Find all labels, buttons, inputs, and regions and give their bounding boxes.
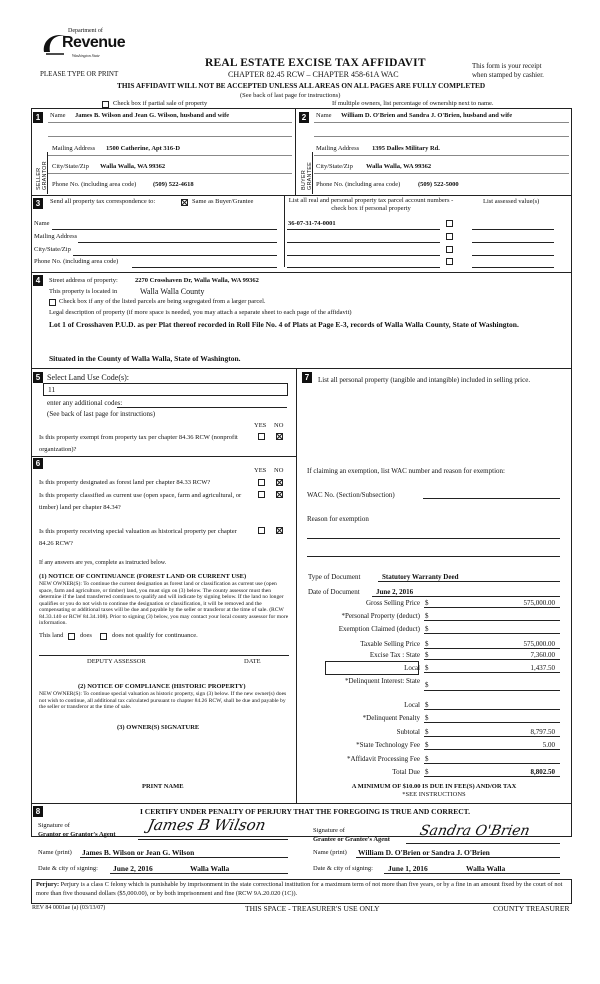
grantee-name-print[interactable]: William D. O'Brien or Sandra J. O'Brien: [358, 848, 490, 857]
multiple-owners-note: If multiple owners, list percentage of ownership next to name.: [332, 100, 494, 107]
doc-date-label: Date of Document: [308, 588, 360, 596]
see-back-header: (See back of last page for instructions): [240, 92, 341, 99]
buyer-name[interactable]: William D. O'Brien and Sandra J. O'Brien, husband and wife: [341, 112, 513, 119]
treasurer-use-only: THIS SPACE - TREASURER'S USE ONLY: [245, 904, 380, 913]
receipt-note-1: This form is your receipt: [472, 62, 542, 70]
receipt-note-2: when stamped by cashier.: [472, 71, 544, 79]
s3-phone-label: Phone No. (including area code): [34, 258, 119, 265]
section-8-badge: 8: [33, 806, 43, 817]
tax-row-currency: $: [425, 755, 429, 763]
tax-row-value[interactable]: 1,437.50: [530, 664, 555, 672]
historic-question: Is this property receiving special valuation as historical property per chapter 84.26 RCW?: [39, 528, 237, 547]
seller-city-label: City/State/Zip: [52, 163, 89, 170]
situated-text: Situated in the County of Walla Walla, State of Washington.: [49, 354, 241, 363]
grantee-sig-label-2: Grantee or Grantee's Agent: [313, 836, 390, 843]
form-number: REV 84 0001ae (a) (03/13/07): [32, 905, 106, 911]
tax-row-label: Local: [404, 701, 420, 709]
grantor-sig-label-2: Grantor or Grantor's Agent: [38, 831, 116, 838]
doc-type-label: Type of Document: [308, 573, 361, 581]
grantee-sig-label: Signature of: [313, 827, 345, 834]
s3-name-label: Name: [34, 220, 50, 227]
notice-continuance-title: (1) NOTICE OF CONTINUANCE (FOREST LAND OR CURRENT USE): [39, 573, 247, 580]
exemption-reason-label: Reason for exemption: [307, 515, 369, 523]
same-as-buyer-label: Same as Buyer/Grantee: [192, 198, 254, 205]
additional-codes-label: enter any additional codes:: [47, 399, 123, 407]
wac-no-label: WAC No. (Section/Subsection): [307, 491, 395, 499]
section-4-badge: 4: [33, 275, 43, 286]
tax-row-value[interactable]: 8,797.50: [530, 728, 555, 736]
tax-row-label: *Delinquent Interest: State: [344, 677, 420, 685]
grantee-date-city-label: Date & city of signing:: [313, 865, 373, 872]
does-not-qualify-checkbox[interactable]: [100, 633, 107, 640]
tax-row-value[interactable]: 7,360.00: [530, 651, 555, 659]
forest-no-checkbox[interactable]: [276, 479, 283, 486]
tax-row-value[interactable]: 8,802.50: [530, 768, 555, 776]
buyer-side-label: BUYER GRANTEE: [301, 162, 313, 190]
personal-property-label: List all personal property (tangible and intangible) included in selling price.: [318, 376, 531, 384]
print-name-label: PRINT NAME: [142, 783, 184, 790]
perjury-text: Perjury is a class C felony which is punishable by imprisonment in the state correctional institution for a maximum term of not more than five years, or by a fine in an amount fixed by the court of not more than five thousand dollars ($5,000.00), or by both imprisonment and fine (RCW 9A.20.020 (1C)).: [36, 881, 563, 897]
same-as-buyer-checkbox[interactable]: [181, 199, 188, 206]
parcel-1-personal-checkbox[interactable]: [446, 220, 453, 227]
see-back-s5: (See back of last page for instructions): [47, 410, 156, 418]
please-type-text: PLEASE TYPE OR PRINT: [40, 70, 119, 78]
buyer-phone-label: Phone No. (including area code): [316, 181, 401, 188]
form-warning: THIS AFFIDAVIT WILL NOT BE ACCEPTED UNLESS ALL AREAS ON ALL PAGES ARE FULLY COMPLETED: [117, 81, 486, 90]
current-use-no-checkbox[interactable]: [276, 491, 283, 498]
section-6-badge: 6: [33, 458, 43, 469]
if-any-yes-text: If any answers are yes, complete as instructed below.: [39, 560, 167, 566]
county-treasurer: COUNTY TREASURER: [493, 904, 570, 913]
tax-row-label: Local: [404, 664, 420, 672]
current-use-yes-checkbox[interactable]: [258, 491, 265, 498]
certify-statement: I CERTIFY UNDER PENALTY OF PERJURY THAT THE FOREGOING IS TRUE AND CORRECT.: [139, 807, 470, 816]
land-use-input[interactable]: [43, 383, 288, 396]
tax-row-currency: $: [425, 599, 429, 607]
perjury-label: Perjury:: [36, 881, 60, 888]
department-of-revenue-logo: [40, 26, 130, 70]
historic-yes-checkbox[interactable]: [258, 527, 265, 534]
does-not-label: does not qualify for continuance.: [112, 632, 198, 639]
tax-row-label: *Affidavit Processing Fee: [347, 755, 420, 763]
see-instructions-note: *SEE INSTRUCTIONS: [402, 791, 466, 798]
tax-row-currency: $: [425, 640, 429, 648]
partial-sale-label: Check box if partial sale of property: [113, 100, 208, 107]
seller-name[interactable]: James B. Wilson and Jean G. Wilson, husband and wife: [75, 112, 230, 119]
parcel-number[interactable]: 36-07-31-74-0001: [288, 220, 336, 227]
grantor-name-print[interactable]: James B. Wilson or Jean G. Wilson: [82, 848, 195, 857]
buyer-mailing-label: Mailing Address: [316, 145, 360, 152]
seller-city[interactable]: Walla Walla, WA 99362: [100, 163, 166, 170]
street-address[interactable]: 2270 Crosshaven Dr, Walla Walla, WA 99362: [135, 277, 259, 284]
tax-row-label: Exemption Claimed (deduct): [338, 625, 420, 633]
buyer-phone[interactable]: (509) 522-5000: [418, 181, 459, 188]
minimum-fee-note: A MINIMUM OF $10.00 IS DUE IN FEE(S) AND/OR TAX: [351, 783, 517, 790]
grantee-signature[interactable]: Sandra O'Brien: [418, 823, 532, 839]
tax-row-label: Taxable Selling Price: [360, 640, 420, 648]
notice-compliance-title: (2) NOTICE OF COMPLIANCE (HISTORIC PROPERTY): [78, 683, 246, 690]
doc-type[interactable]: Statutory Warranty Deed: [382, 573, 459, 581]
tax-row-currency: $: [425, 714, 429, 722]
tax-row-currency: $: [425, 612, 429, 620]
tax-row-value[interactable]: 575,000.00: [523, 640, 555, 648]
tax-row-currency: $: [425, 768, 429, 776]
tax-row-label: *State Technology Fee: [356, 741, 420, 749]
exempt-question: Is this property exempt from property tax per chapter 84.36 RCW (nonprofit organization)?: [39, 434, 238, 453]
does-label: does: [80, 632, 92, 639]
assessed-value-label: List assessed value(s): [483, 198, 540, 205]
segregated-checkbox[interactable]: [49, 299, 56, 306]
tax-row-label: Subtotal: [396, 728, 420, 736]
notice-continuance-body: NEW OWNER(S): To continue the current designation as forest land or classification as current use (open space, farm and agriculture, or timber) land, you must sign on (3) below. The county assessor must then determine if the land transferred continues to qualify and will indicate by signing below. If the land no longer qualifies or you do not wish to continue the designation or classification, it will be removed and the compensating or additional taxes will be due and payable by the seller or transferor at the time of sale. (RCW 84.33.140 or RCW 84.34.108). Prior to signing (3) below, you may contact your local county assessor for more information.: [39, 581, 289, 626]
forest-yes-checkbox[interactable]: [258, 479, 265, 486]
tax-row-value[interactable]: 575,000.00: [523, 599, 555, 607]
s5-no-label: NO: [274, 422, 284, 429]
owner-signature-label: (3) OWNER(S) SIGNATURE: [117, 724, 200, 731]
logo-word: Revenue: [62, 34, 126, 51]
partial-sale-checkbox[interactable]: [102, 101, 109, 108]
section-7-badge: 7: [302, 372, 312, 383]
buyer-city[interactable]: Walla Walla, WA 99362: [366, 163, 432, 170]
section-3-badge: 3: [33, 198, 43, 209]
logo-dept-text: Department of: [68, 28, 103, 34]
grantor-signature[interactable]: James B Wilson: [146, 816, 268, 834]
exemption-claim-label: If claiming an exemption, list WAC number and reason for exemption:: [307, 467, 505, 475]
tax-row-label: Excise Tax : State: [369, 651, 420, 659]
exempt-yes-checkbox[interactable]: [258, 433, 265, 440]
grantee-name-print-label: Name (print): [313, 849, 347, 856]
tax-row-label: *Delinquent Penalty: [362, 714, 420, 722]
notice-compliance-body: NEW OWNER(S): To continue special valuation as historic property, sign (3) below. If the new owner(s) does not wish to continue, all additional tax calculated pursuant to chapter 84.26 RCW, shall be due and payable by the seller or transferor at the time of sale.: [39, 691, 287, 710]
grantor-name-print-label: Name (print): [38, 849, 72, 856]
s6-yes-label: YES: [254, 467, 267, 474]
tax-row-currency: $: [425, 681, 429, 689]
form-title: REAL ESTATE EXCISE TAX AFFIDAVIT: [205, 57, 426, 69]
section-2-badge: 2: [299, 112, 309, 123]
legal-description[interactable]: Lot 1 of Crosshaven P.U.D. as per Plat thereof recorded in Roll File No. 4 of Plats at Page E-3, records of Walla Walla County, State of Washington.: [49, 320, 519, 329]
section-5-badge: 5: [33, 372, 43, 383]
s6-no-label: NO: [274, 467, 284, 474]
parcel-2-personal-checkbox[interactable]: [446, 233, 453, 240]
tax-row-currency: $: [425, 728, 429, 736]
seller-phone-label: Phone No. (including area code): [52, 181, 137, 188]
tax-row-value[interactable]: 5.00: [542, 741, 555, 749]
send-correspondence-label: Send all property tax correspondence to:: [50, 198, 156, 205]
exempt-no-checkbox[interactable]: [276, 433, 283, 440]
current-use-question: Is this property classified as current use (open space, farm and agricultural, or timber) land per chapter 84.34?: [39, 492, 242, 511]
grantor-sig-label: Signature of: [38, 822, 70, 829]
form-chapter: CHAPTER 82.45 RCW – CHAPTER 458-61A WAC: [228, 70, 399, 79]
seller-name-label: Name: [50, 112, 66, 119]
seller-phone[interactable]: (509) 522-4618: [153, 181, 194, 188]
buyer-mailing[interactable]: 1395 Dalles Military Rd.: [372, 145, 440, 152]
logo-state-text: Washington State: [72, 53, 100, 58]
this-land-label: This land: [39, 632, 64, 639]
land-use-code: 11: [48, 385, 56, 394]
grantee-sign-city[interactable]: Walla Walla: [466, 864, 506, 873]
buyer-name-label: Name: [316, 112, 332, 119]
tax-row-label: *Personal Property (deduct): [341, 612, 420, 620]
seller-mailing[interactable]: 1500 Catherine, Apt 316-D: [106, 145, 181, 152]
parcel-4-personal-checkbox[interactable]: [446, 258, 453, 265]
buyer-city-label: City/State/Zip: [316, 163, 353, 170]
grantor-sign-date[interactable]: June 2, 2016: [113, 864, 153, 873]
deputy-assessor-label: DEPUTY ASSESSOR: [87, 658, 146, 665]
tax-row-currency: $: [425, 625, 429, 633]
grantor-sign-city[interactable]: Walla Walla: [190, 864, 230, 873]
s3-mailing-label: Mailing Address: [34, 233, 78, 240]
perjury-notice: [36, 881, 566, 898]
tax-row-currency: $: [425, 664, 429, 672]
seller-side-label: SELLER GRANTOR: [36, 161, 48, 190]
located-in-county[interactable]: Walla Walla County: [140, 287, 205, 296]
located-in-label: This property is located in: [49, 288, 118, 295]
tax-row-currency: $: [425, 741, 429, 749]
segregated-label: Check box if any of the listed parcels are being segregated from a larger parcel.: [59, 298, 266, 305]
parcel-list-label: List all real and personal property tax parcel account numbers - check box if personal property: [288, 197, 454, 212]
grantor-date-city-label: Date & city of signing:: [38, 865, 98, 872]
tax-row-label: Total Due: [392, 768, 420, 776]
s5-yes-label: YES: [254, 422, 267, 429]
does-qualify-checkbox[interactable]: [68, 633, 75, 640]
street-address-label: Street address of property:: [49, 277, 118, 284]
parcel-3-personal-checkbox[interactable]: [446, 246, 453, 253]
grantee-sign-date[interactable]: June 1, 2016: [388, 864, 428, 873]
land-use-label: Select Land Use Code(s):: [47, 373, 129, 382]
s3-city-label: City/State/Zip: [34, 246, 71, 253]
section-1-badge: 1: [33, 112, 43, 123]
tax-row-currency: $: [425, 651, 429, 659]
tax-row-label: Gross Selling Price: [365, 599, 420, 607]
tax-row-currency: $: [425, 701, 429, 709]
historic-no-checkbox[interactable]: [276, 527, 283, 534]
seller-mailing-label: Mailing Address: [52, 145, 96, 152]
forest-question: Is this property designated as forest land per chapter 84.33 RCW?: [39, 479, 211, 486]
assessor-date-label: DATE: [244, 658, 261, 665]
legal-description-label: Legal description of property (if more space is needed, you may attach a separate sheet to each page of the affidavit): [49, 309, 352, 316]
doc-date[interactable]: June 2, 2016: [376, 588, 414, 596]
